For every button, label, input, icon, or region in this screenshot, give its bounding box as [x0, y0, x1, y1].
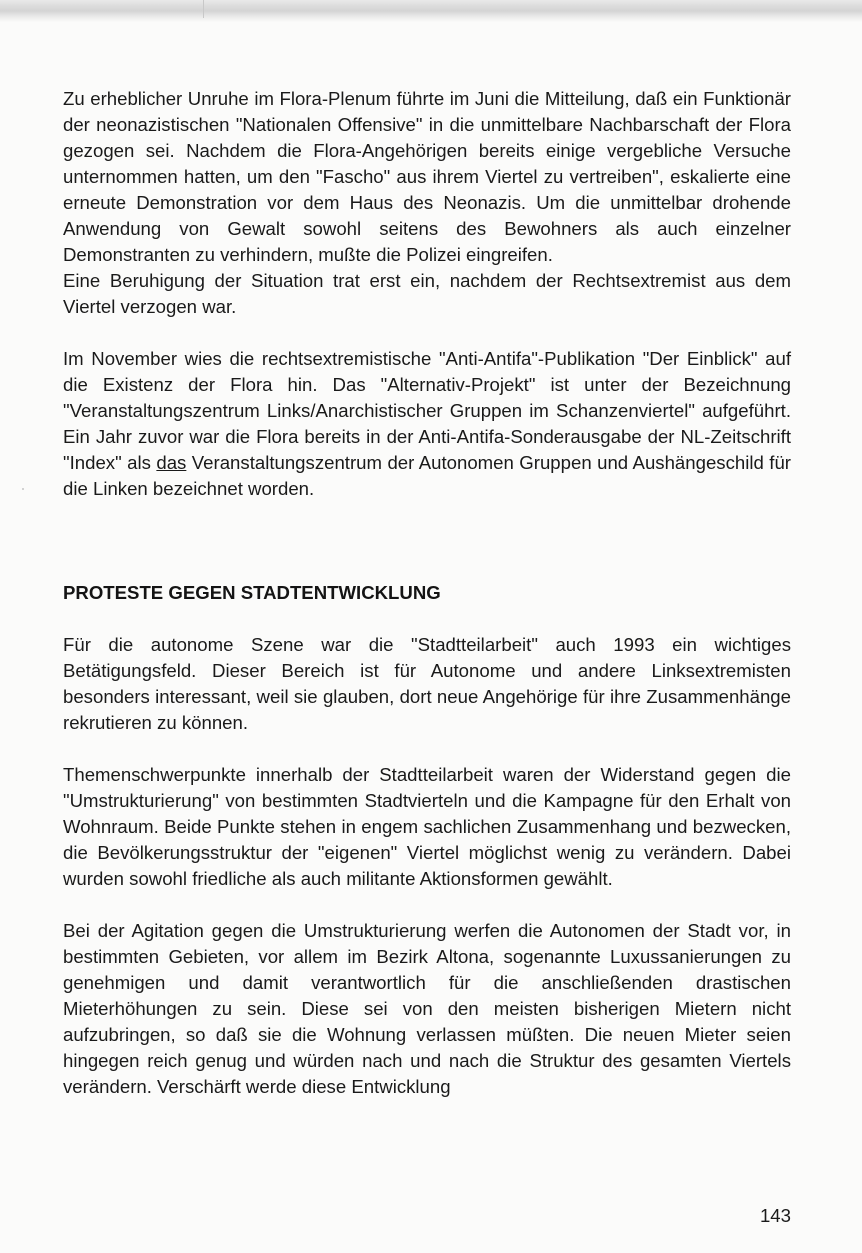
paragraph-flora-plenum: Zu erheblicher Unruhe im Flora-Plenum führte im Juni die Mitteilung, daß ein Funktionär der neonazistischen "Nationalen Offensive" in die unmittelbare Nachbarschaft der Flora gezogen sei. Nachdem die Flora-Angehörigen bereits einige vergebliche Versuche unternommen hatten, um den "Fascho" aus ihrem Viertel zu vertreiben", eskalierte eine erneute Demonstration vor dem Haus des Neonazis. Um die unmittelbar drohende Anwendung von Gewalt sowohl seitens des Bewohners als auch einzelner Demonstranten zu verhindern, mußte die Polizei eingreifen. [63, 88, 791, 265]
paragraph-stadtteilarbeit: Für die autonome Szene war die "Stadtteilarbeit" auch 1993 ein wichtiges Betätigungsfeld. Dieser Bereich ist für Autonome und andere Linksextremisten besonders interessant, weil sie glauben, dort neue Angehörige für ihre Zusammenhänge rekrutieren zu können. [63, 634, 791, 733]
scan-top-edge [0, 0, 862, 22]
underlined-das: das [156, 452, 187, 473]
paragraph-anti-antifa [63, 346, 791, 502]
paragraph-anti-antifa-text: Im November wies die rechtsextremistische "Anti-Antifa"-Publikation "Der Einblick" auf die Existenz der Flora hin. Das "Alternativ-Projekt" ist unter der Bezeichnung "Veranstaltungszentrum Links/Anarchistischer Gruppen im Schanzenviertel" aufgeführt. Ein Jahr zuvor war die Flora bereits in der Anti-Antifa-Sonderausgabe der NL-Zeitschrift "Index" als [63, 348, 791, 473]
paragraph-beruhigung: Eine Beruhigung der Situation trat erst ein, nachdem der Rechtsextremist aus dem Viertel verzogen war. [63, 270, 791, 317]
page-number: 143 [759, 1205, 791, 1226]
scan-speck [22, 488, 24, 490]
paragraph-anti-antifa-rest: Veranstaltungszentrum der Autonomen Gruppen und Aushängeschild für die Linken bezeichnet worden. [63, 452, 791, 499]
paragraph-themenschwerpunkte: Themenschwerpunkte innerhalb der Stadtteilarbeit waren der Widerstand gegen die "Umstrukturierung" von bestimmten Stadtvierteln und die Kampagne für den Erhalt von Wohnraum. Beide Punkte stehen in engem sachlichen Zusammenhang und bezwecken, die Bevölkerungsstruktur der "eigenen" Viertel möglichst wenig zu verändern. Dabei wurden sowohl friedliche als auch militante Aktionsformen gewählt. [63, 764, 791, 889]
section-heading: PROTESTE GEGEN STADTENTWICKLUNG [63, 582, 441, 603]
paragraph-agitation: Bei der Agitation gegen die Umstrukturierung werfen die Autonomen der Stadt vor, in bestimmten Gebieten, vor allem im Bezirk Altona, sogenannte Luxussanierungen zu genehmigen und damit verantwortlich für die anschließenden drastischen Mieterhöhungen zu sein. Diese sei von den meisten bisherigen Mietern nicht aufzubringen, so daß sie die Wohnung verlassen müßten. Die neuen Mieter seien hingegen reich genug und würden nach und nach die Struktur des gesamten Viertels verändern. Verschärft werde diese Entwicklung [63, 920, 791, 1097]
scan-edge-mark [203, 0, 204, 18]
page-body [63, 86, 791, 1100]
